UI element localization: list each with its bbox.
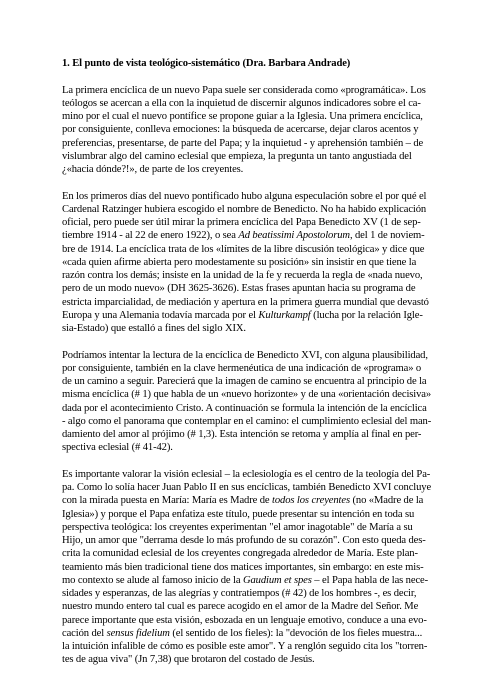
text-line: [62, 256, 434, 269]
text-span: (lucha por la relación Igle-: [310, 309, 423, 321]
text-span: mino por el cual el nuevo pontífice se propone guiar a la Iglesia. Una primera encíclica,: [62, 111, 423, 122]
text-span: – el Papa habla de las nece-: [311, 574, 429, 586]
text-span: perspectiva teológica: los creyentes experimentan "el amor inagotable" de María a su: [62, 521, 413, 533]
section-heading: 1. El punto de vista teológico-sistemático (Dra. Barbara Andrade): [62, 58, 351, 69]
text-line: [62, 653, 434, 666]
text-span: la intuición infalible de cómo es posible este amor". Y a renglón seguido cita los "torren-: [62, 641, 428, 652]
text-span: por consiguiente, conlleva emociones: la búsqueda de acercarse, dejar claros acentos y: [62, 124, 419, 136]
text-line: [62, 269, 434, 282]
text-span: pero de un modo nuevo» (DH 3625-3626). Estas frases apuntan hacia su programa de: [62, 283, 416, 295]
text-line: [62, 428, 434, 441]
text-line: [62, 203, 434, 216]
text-line: [62, 322, 434, 335]
paragraph: [62, 84, 434, 177]
text-line: [62, 362, 434, 375]
text-line: [62, 415, 434, 428]
text-line: [62, 494, 434, 507]
text-line: [62, 627, 434, 640]
text-span: damiento del amor al prójimo (# 1,3). Esta intención se retoma y amplía al final en per-: [62, 429, 422, 440]
text-span: mo contexto se alude al famoso inicio de la: [62, 574, 243, 586]
text-span: estricta imparcialidad, de mediación y apertura en la primera guerra mundial que devastó: [62, 296, 429, 308]
text-span: tiembre 1914 - al 22 de enero 1922), o sea: [62, 230, 239, 242]
text-span: teólogos se acercan a ella con la inquietud de discernir algunos indicadores sobre el ca-: [62, 97, 421, 109]
text-span: nuestro mundo entero tal cual es parece acogido en el amor de la Madre del Señor. Me: [62, 601, 419, 613]
text-span: sia-Estado) que estalló a fines del siglo XIX.: [62, 323, 246, 334]
text-line: [62, 388, 434, 401]
text-span: oficial, pero puede ser útil mirar la primera encíclica del Papa Benedicto XV (1 de sep-: [62, 217, 421, 228]
text-span: de un camino a seguir. Parecierá que la imagen de camino se encuentra al principio de la: [62, 376, 427, 387]
text-line: [62, 402, 434, 415]
text-line: [62, 123, 434, 136]
text-span: bre de 1914. La encíclica trata de los «límites de la libre discusión teológica» y dice que: [62, 243, 425, 255]
text-line: [62, 561, 434, 574]
text-span: tes de agua viva" (Jn 7,38) que brotaron del costado de Jesús.: [62, 654, 315, 666]
text-span: parece importante que esta visión, esbozada en un lenguaje emotivo, conduce a una evo-: [62, 614, 427, 626]
text-span: (no «Madre de la: [349, 495, 424, 507]
document-paragraphs: [62, 84, 434, 667]
text-line: [62, 309, 434, 322]
text-line: [62, 574, 434, 587]
text-line: [62, 481, 434, 494]
text-line: [62, 97, 434, 110]
text-span: Es importante valorar la visión eclesial – la eclesiología es el centro de la teología del Pa-: [62, 468, 431, 480]
text-span: En los primeros días del nuevo pontificado hubo alguna especulación sobre el por qué el: [62, 190, 427, 202]
text-line: [62, 534, 434, 547]
text-span: vislumbrar algo del camino eclesial que empieza, la pregunta un tanto angustiada del: [62, 150, 412, 162]
italic-text: Kulturkampf: [258, 309, 311, 321]
text-span: dada por el acontecimiento Cristo. A continuación se formula la intención de la encíclica: [62, 402, 427, 414]
text-span: - algo como el panorama que contemplar en el camino: el cumplimiento eclesial del man-: [62, 415, 432, 427]
text-span: (el sentido de los fieles): la "devoción de los fieles muestra...: [169, 627, 423, 639]
text-line: [62, 441, 434, 454]
text-span: misma encíclica (# 1) que habla de un «nuevo horizonte» y de una «orientación decisiva»: [62, 389, 432, 401]
text-span: Iglesia») y porque el Papa enfatiza este título, puede presentar su intención en toda su: [62, 508, 415, 520]
text-line: [62, 229, 434, 242]
text-span: por consiguiente, también en la clave hermenéutica de una indicación de «programa» o: [62, 362, 422, 374]
text-span: preferencias, presentarse, de parte del Papa; y la inquietud - y aprehensión también – de: [62, 137, 424, 149]
text-line: [62, 468, 434, 481]
italic-text: Gaudium et spes: [242, 574, 312, 586]
text-span: «cada quien afirme abierta pero modestamente su posición» sin insistir en que tiene la: [62, 256, 417, 268]
paragraph: [62, 349, 434, 455]
text-line: [62, 110, 434, 123]
text-span: con la mirada puesta en María: María es Madre de: [62, 495, 273, 507]
text-span: La primera encíclica de un nuevo Papa suele ser considerada como «programática». Los: [62, 84, 426, 96]
paragraph: [62, 190, 434, 336]
text-span: pa. Como lo solía hacer Juan Pablo II en sus encíclicas, también Benedicto XVI concluye: [62, 482, 432, 493]
text-span: ¿«hacia dónde?!», de parte de los creyentes.: [62, 164, 244, 175]
text-line: [62, 243, 434, 256]
text-line: [62, 587, 434, 600]
text-line: [62, 521, 434, 534]
text-span: teamiento más bien tradicional tiene dos matices importantes, sin embargo: en este mis-: [62, 561, 424, 573]
text-line: [62, 375, 434, 388]
text-line: [62, 190, 434, 203]
document-body: [62, 57, 434, 680]
text-span: , del 1 de noviem-: [349, 230, 425, 242]
text-line: [62, 150, 434, 163]
italic-text: Ad beatissimi Apostolorum: [238, 230, 350, 242]
text-line: [62, 282, 434, 295]
text-line: [62, 600, 434, 613]
paragraph: [62, 468, 434, 667]
text-line: [62, 216, 434, 229]
italic-text: todos los creyentes: [272, 495, 350, 507]
text-line: [62, 163, 434, 176]
text-span: razón contra los demás; insiste en la unidad de la fe y recuerda la regla de «nada nuevo,: [62, 270, 423, 281]
text-line: [62, 547, 434, 560]
text-span: spectiva eclesial (# 41-42).: [62, 442, 173, 454]
text-line: [62, 349, 434, 362]
text-span: Hijo, un amor que "derrama desde lo más profundo de su corazón". Con esto queda des-: [62, 535, 426, 546]
text-line: [62, 137, 434, 150]
text-span: sidades y esperanzas, de las alegrías y contratiempos (# 42) de los hombres -, es decir,: [62, 588, 417, 599]
text-span: cación del: [62, 627, 107, 639]
text-line: [62, 640, 434, 653]
italic-text: sensus fidelium: [106, 627, 170, 639]
text-span: crita la comunidad eclesial de los creyentes congregada alrededor de María. Este plan-: [62, 548, 418, 560]
text-line: [62, 296, 434, 309]
text-span: Podríamos intentar la lectura de la encíclica de Benedicto XVI, con alguna plausibilidad,: [62, 349, 428, 361]
text-span: Europa y una Alemania todavía marcada por el: [62, 309, 259, 321]
text-line: [62, 614, 434, 627]
text-span: Cardenal Ratzinger hubiera escogido el nombre de Benedicto. No ha habido explicación: [62, 203, 427, 215]
text-line: [62, 84, 434, 97]
text-line: [62, 508, 434, 521]
